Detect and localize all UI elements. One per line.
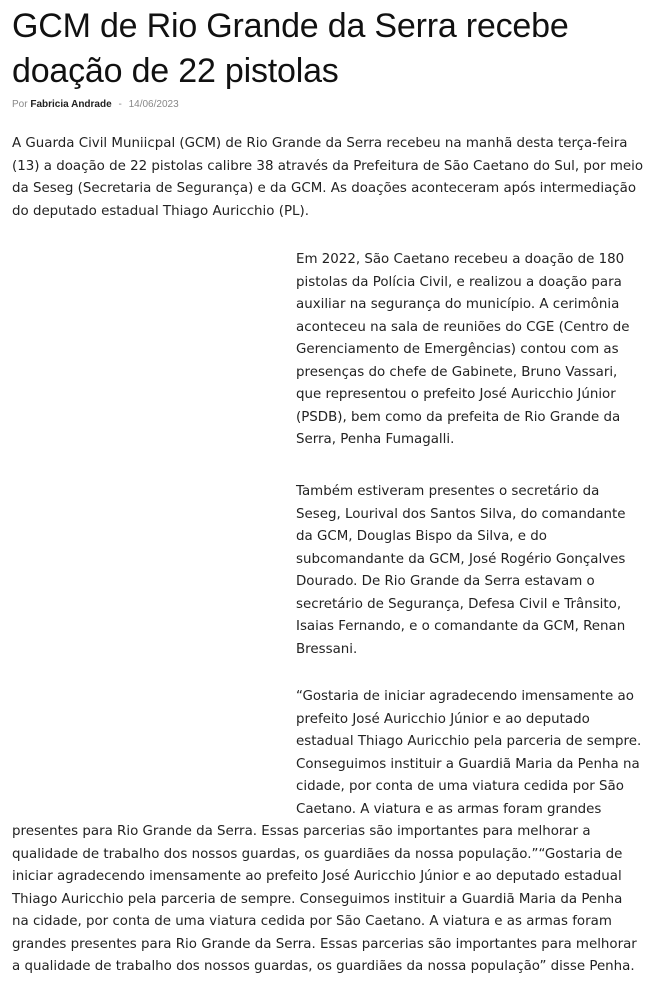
paragraph-2: Em 2022, São Caetano recebeu a doação de 180 pistolas da Polícia Civil, e realizou a doação para auxiliar na segurança do município. A cerimônia aconteceu na sala de reuniões do CGE (Centro de Gerenciamento de Emergências) contou com as presenças do chefe de Gabinete, Bruno Vassari, que representou o prefeito José Auricchio Júnior (PSDB), bem como da prefeita de Rio Grande da Serra, Penha Fumagalli. bbox=[296, 252, 630, 447]
meta-separator: - bbox=[118, 99, 122, 110]
author-link[interactable]: Fabricia Andrade bbox=[30, 99, 112, 110]
quote-text: “Gostaria de iniciar agradecendo imensamente ao prefeito José Auricchio Júnior e ao deputado estadual Thiago Auricchio pela parceria de sempre. Conseguimos instituir a Guardiã Maria da Penha na cidade, por conta de uma viatura cedida por São Caetano. A viatura e as armas foram grandes presentes para Rio Grande da Serra. Essas parcerias são importantes para melhorar a qualidade de trabalho dos nossos guardas, os guardiães da nossa população.”“Gostaria de iniciar agradecendo imensamente ao prefeito José Auricchio Júnior e ao deputado estadual Thiago Auricchio pela parceria de sempre. Conseguimos instituir a Guardiã Maria da Penha na cidade, por conta de uma viatura cedida por São Caetano. A viatura e as armas foram grandes presentes para Rio Grande da Serra. Essas parcerias são importantes para melhorar a qualidade de trabalho dos nossos guardas, os guardiães da nossa população” disse Penha. bbox=[12, 689, 642, 974]
article-title: GCM de Rio Grande da Serra recebe doação de 22 pistolas bbox=[12, 7, 569, 90]
publish-date: 14/06/2023 bbox=[128, 99, 179, 110]
float-spacer bbox=[12, 686, 296, 820]
paragraph-4-quote bbox=[12, 686, 642, 979]
paragraph-1: A Guarda Civil Muniicpal (GCM) de Rio Grande da Serra recebeu na manhã desta terça-feira (13) a doação de 22 pistolas calibre 38 através da Prefeitura de São Caetano do Sul, por meio da Seseg (Secretaria de Segurança) e da GCM. As doações aconteceram após intermediação do deputado estadual Thiago Auricchio (PL). bbox=[12, 136, 644, 219]
paragraph-3: Também estiveram presentes o secretário da Seseg, Lourival dos Santos Silva, do comandante da GCM, Douglas Bispo da Silva, e do subcomandante da GCM, José Rogério Gonçalves Dourado. De Rio Grande da Serra estavam o secretário de Segurança, Defesa Civil e Trânsito, Isaias Fernando, e o comandante da GCM, Renan Bressani. bbox=[296, 484, 626, 657]
byline-label: Por bbox=[12, 99, 28, 110]
article-meta bbox=[12, 99, 179, 110]
